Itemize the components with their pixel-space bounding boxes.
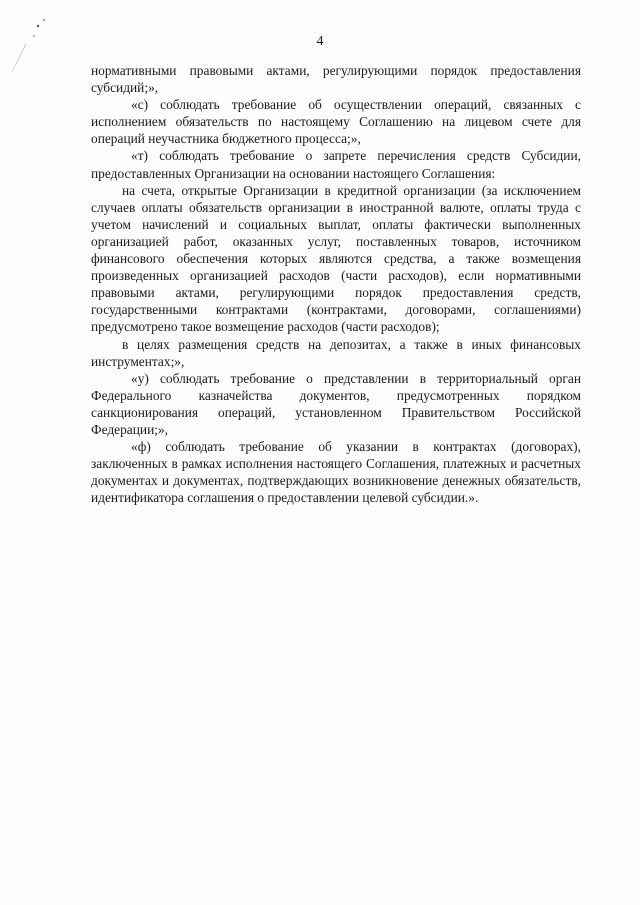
paragraph-deposits: в целях размещения средств на депозитах, а также в иных финансовых инструментах;»,: [91, 336, 581, 369]
paragraph-1: нормативными правовыми актами, регулирующими порядок предоставления субсидий;»,: [91, 63, 581, 96]
page-number: 4: [316, 34, 324, 49]
paragraph-f: «ф) соблюдать требование об указании в контрактах (договорах), заключенных в рамках исполнения настоящего Соглашения, платежных и расчетных документах и документах, подтверждающих возникновение денежных обязательств, идентификатора соглашения о предоставлении целевой субсидии.».: [91, 439, 581, 506]
paragraph-t: «т) соблюдать требование о запрете перечисления средств Субсидии, предоставленных Организации на основании настоящего Соглашения:: [91, 148, 581, 181]
document-body: [91, 62, 581, 506]
paragraph-u: «у) соблюдать требование о представлении в территориальный орган Федерального казначейства документов, предусмотренных порядком санкционирования операций, установленном Правительством Российской Федерации;»,: [91, 370, 581, 437]
paragraph-c: «с) соблюдать требование об осуществлении операций, связанных с исполнением обязательств по настоящему Соглашению на лицевом счете для операций неучастника бюджетного процесса;»,: [91, 97, 581, 147]
paragraph-accounts: на счета, открытые Организации в кредитной организации (за исключением случаев оплаты обязательств организации в иностранной валюте, оплаты труда с учетом начислений и социальных выплат, оплаты фактически выполненных организацией работ, оказанных услуг, поставленных товаров, источником финансового обеспечения которых являются средства, а также возмещения произведенных организацией расходов (части расходов), если нормативными правовыми актами, регулирующими порядок предоставления средств, государственными контрактами (контрактами, договорами, соглашениями) предусмотрено такое возмещение расходов (части расходов);: [91, 182, 581, 335]
